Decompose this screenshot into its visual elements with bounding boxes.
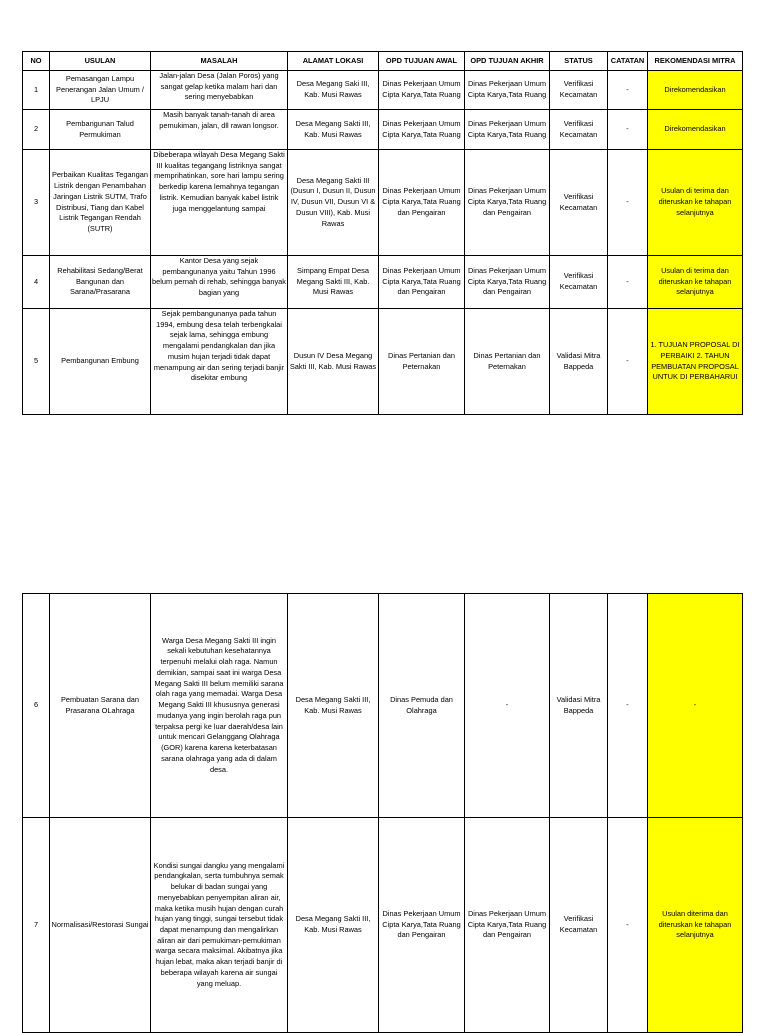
header-opd-tujuan-awal: OPD TUJUAN AWAL xyxy=(379,52,465,71)
header-usulan: USULAN xyxy=(50,52,151,71)
cell-opd-awal: Dinas Pekerjaan Umum Cipta Karya,Tata Ruang dan Pengairan xyxy=(379,256,465,309)
cell-rekomendasi: Usulan di terima dan diteruskan ke tahapan selanjutnya xyxy=(648,150,743,256)
cell-masalah: Sejak pembangunanya pada tahun 1994, embung desa telah terbengkalai sejak lama, sehingga embung mengalami pendangkalan dan jika musim hujan terjadi tidak dapat menampung air dan sering terjadi banjir disekitar embung xyxy=(151,309,288,415)
cell-alamat: Desa Megang Sakti III, Kab. Musi Rawas xyxy=(288,594,379,818)
cell-catatan: - xyxy=(608,110,648,150)
usulan-table-top xyxy=(22,51,743,415)
cell-usulan: Pembangunan Embung xyxy=(50,309,151,415)
table-row xyxy=(23,150,743,256)
cell-no: 5 xyxy=(23,309,50,415)
header-masalah: MASALAH xyxy=(151,52,288,71)
cell-opd-akhir: Dinas Pekerjaan Umum Cipta Karya,Tata Ruang dan Pengairan xyxy=(465,818,550,1033)
cell-opd-awal: Dinas Pekerjaan Umum Cipta Karya,Tata Ruang xyxy=(379,71,465,110)
cell-status: Verifikasi Kecamatan xyxy=(550,110,608,150)
cell-catatan: - xyxy=(608,150,648,256)
cell-no: 6 xyxy=(23,594,50,818)
cell-alamat: Desa Megang Sakti III, Kab. Musi Rawas xyxy=(288,818,379,1033)
cell-alamat: Desa Megang Sakti III, Kab. Musi Rawas xyxy=(288,110,379,150)
header-catatan: CATATAN xyxy=(608,52,648,71)
cell-no: 7 xyxy=(23,818,50,1033)
header-rekomendasi-mitra: REKOMENDASI MITRA xyxy=(648,52,743,71)
cell-alamat: Desa Megang Saki III, Kab. Musi Rawas xyxy=(288,71,379,110)
cell-opd-akhir: Dinas Pertanian dan Peternakan xyxy=(465,309,550,415)
cell-opd-akhir: Dinas Pekerjaan Umum Cipta Karya,Tata Ruang xyxy=(465,71,550,110)
cell-opd-akhir: Dinas Pekerjaan Umum Cipta Karya,Tata Ruang xyxy=(465,110,550,150)
header-alamat-lokasi: ALAMAT LOKASI xyxy=(288,52,379,71)
cell-status: Validasi Mitra Bappeda xyxy=(550,594,608,818)
table-row xyxy=(23,309,743,415)
cell-no: 3 xyxy=(23,150,50,256)
cell-opd-awal: Dinas Pekerjaan Umum Cipta Karya,Tata Ruang dan Pengairan xyxy=(379,818,465,1033)
cell-catatan: - xyxy=(608,818,648,1033)
cell-rekomendasi: Direkomendasikan xyxy=(648,71,743,110)
cell-rekomendasi: - xyxy=(648,594,743,818)
table-header-row xyxy=(23,52,743,71)
cell-masalah: Dibeberapa wilayah Desa Megang Sakti III kualitas tegangang listriknya sangat memprihatinkan, sore hari lampu sering berkedip karena lemahnya tegangan listrik. Kemudian banyak kabel listrik juga menggelantung sampai xyxy=(151,150,288,256)
cell-alamat: Desa Megang Sakti III (Dusun I, Dusun II, Dusun IV, Dusun VII, Dusun VI & Dusun VIII), Kab. Musi Rawas xyxy=(288,150,379,256)
header-no: NO xyxy=(23,52,50,71)
cell-opd-awal: Dinas Pemuda dan Olahraga xyxy=(379,594,465,818)
header-opd-tujuan-akhir: OPD TUJUAN AKHIR xyxy=(465,52,550,71)
cell-status: Verifikasi Kecamatan xyxy=(550,256,608,309)
cell-status: Verifikasi Kecamatan xyxy=(550,71,608,110)
cell-rekomendasi: Usulan diterima dan diteruskan ke tahapan selanjutnya xyxy=(648,818,743,1033)
cell-opd-awal: Dinas Pertanian dan Peternakan xyxy=(379,309,465,415)
usulan-table-continued xyxy=(22,593,743,1033)
cell-usulan: Rehabilitasi Sedang/Berat Bangunan dan Sarana/Prasarana xyxy=(50,256,151,309)
cell-usulan: Pemasangan Lampu Penerangan Jalan Umum / LPJU xyxy=(50,71,151,110)
cell-alamat: Dusun IV Desa Megang Sakti III, Kab. Musi Rawas xyxy=(288,309,379,415)
table-row xyxy=(23,110,743,150)
table-row xyxy=(23,594,743,818)
cell-opd-akhir: Dinas Pekerjaan Umum Cipta Karya,Tata Ruang dan Pengairan xyxy=(465,256,550,309)
cell-rekomendasi: Direkomendasikan xyxy=(648,110,743,150)
table-row xyxy=(23,71,743,110)
cell-rekomendasi: 1. TUJUAN PROPOSAL DI PERBAIKI 2. TAHUN PEMBUATAN PROPOSAL UNTUK DI PERBAHARUI xyxy=(648,309,743,415)
cell-opd-awal: Dinas Pekerjaan Umum Cipta Karya,Tata Ruang dan Pengairan xyxy=(379,150,465,256)
cell-masalah: Kantor Desa yang sejak pembangunanya yaitu Tahun 1996 belum pernah di rehab, sehingga banyak bagian yang xyxy=(151,256,288,309)
cell-no: 4 xyxy=(23,256,50,309)
cell-catatan: - xyxy=(608,256,648,309)
cell-usulan: Pembangunan Talud Permukiman xyxy=(50,110,151,150)
cell-no: 2 xyxy=(23,110,50,150)
cell-catatan: - xyxy=(608,309,648,415)
cell-catatan: - xyxy=(608,594,648,818)
cell-usulan: Pembuatan Sarana dan Prasarana OLahraga xyxy=(50,594,151,818)
cell-masalah: Warga Desa Megang Sakti III ingin sekali kebutuhan kesehatannya terpenuhi melalui olah raga. Namun demikian, sampai saat ini warga Desa Megang Sakti III belum memiliki sarana olah raga yang memadai. Warga Desa Megang Sakti III khususnya generasi mudanya yang ingin berolah raga pun terpaksa pergi ke luar daerah/desa lain untuk mencari Gelanggang Olahraga (GOR) karena karena keterbatasan sarana olahraga yang ada di dalam desa. xyxy=(151,594,288,818)
cell-status: Validasi Mitra Bappeda xyxy=(550,309,608,415)
cell-status: Verifikasi Kecamatan xyxy=(550,150,608,256)
cell-alamat: Simpang Empat Desa Megang Sakti III, Kab. Musi Rawas xyxy=(288,256,379,309)
cell-rekomendasi: Usulan di terima dan diteruskan ke tahapan selanjutnya xyxy=(648,256,743,309)
header-status: STATUS xyxy=(550,52,608,71)
cell-opd-awal: Dinas Pekerjaan Umum Cipta Karya,Tata Ruang xyxy=(379,110,465,150)
cell-catatan: - xyxy=(608,71,648,110)
cell-masalah: Kondisi sungai dangku yang mengalami pendangkalan, serta tumbuhnya semak belukar di badan sungai yang menyebabkan penyempitan aliran air, maka ketika musih hujan dengan curah hujan yang tinggi, sungai tersebut tidak dapat menampung dan mengalirkan aliran air dari pemukiman-pemukiman warga secara maksimal. Akibatnya jika hujan lebat, maka akan terjadi banjir di beberapa wilayah karena air sungai yang meluap. xyxy=(151,818,288,1033)
cell-usulan: Perbaikan Kualitas Tegangan Listrik dengan Penambahan Jaringan Listrik SUTM, Trafo Distribusi, Tiang dan Kabel Listrik Tegangan Rendah (SUTR) xyxy=(50,150,151,256)
cell-usulan: Normalisasi/Restorasi Sungai xyxy=(50,818,151,1033)
cell-masalah: Jalan-jalan Desa (Jalan Poros) yang sangat gelap ketika malam hari dan sering menyebabkan xyxy=(151,71,288,110)
cell-opd-akhir: - xyxy=(465,594,550,818)
cell-masalah: Masih banyak tanah-tanah di area pemukiman, jalan, dll rawan longsor. xyxy=(151,110,288,150)
cell-no: 1 xyxy=(23,71,50,110)
cell-opd-akhir: Dinas Pekerjaan Umum Cipta Karya,Tata Ruang dan Pengairan xyxy=(465,150,550,256)
cell-status: Verifikasi Kecamatan xyxy=(550,818,608,1033)
table-row xyxy=(23,818,743,1033)
table-row xyxy=(23,256,743,309)
